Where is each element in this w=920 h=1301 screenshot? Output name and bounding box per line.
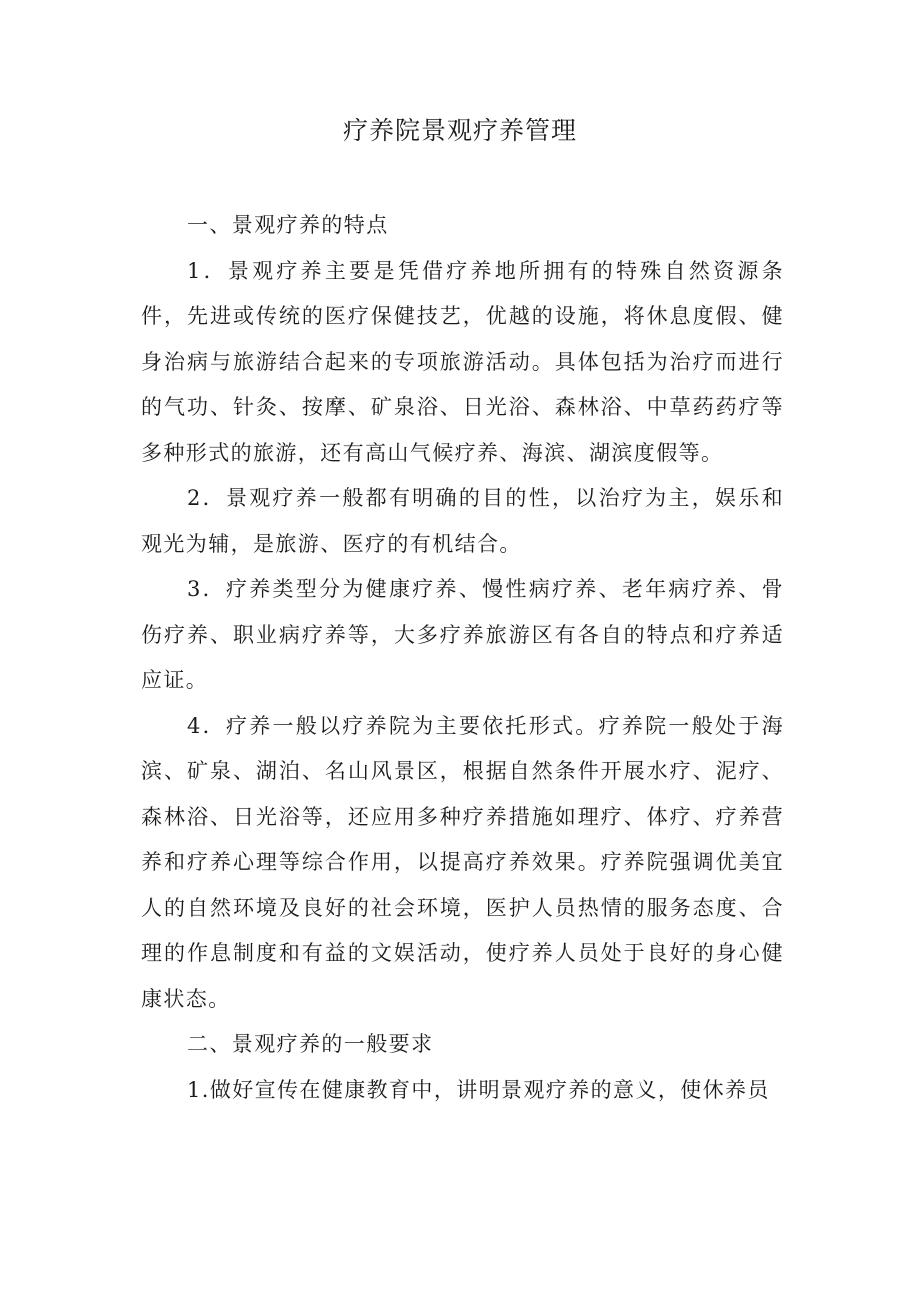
section-heading-2: 二、景观疗养的一般要求 <box>187 1032 434 1056</box>
document-body <box>141 203 784 1113</box>
paragraph-1: 1．景观疗养主要是凭借疗养地所拥有的特殊自然资源条件，先进或传统的医疗保健技艺，优越的设施，将休息度假、健身治病与旅游结合起来的专项旅游活动。具体包括为治疗而进行的气功、针灸、按摩、矿泉浴、日光浴、森林浴、中草药药疗等多种形式的旅游，还有高山气候疗养、海滨、湖滨度假等。 <box>141 258 784 465</box>
paragraph-3: 3．疗养类型分为健康疗养、慢性病疗养、老年病疗养、骨伤疗养、职业病疗养等，大多疗养旅游区有各自的特点和疗养适应证。 <box>141 577 784 692</box>
document-title: 疗养院景观疗养管理 <box>342 116 577 145</box>
paragraph-4: 4．疗养一般以疗养院为主要依托形式。疗养院一般处于海滨、矿泉、湖泊、名山风景区，根据自然条件开展水疗、泥疗、森林浴、日光浴等，还应用多种疗养措施如理疗、体疗、疗养营养和疗养心理等综合作用，以提高疗养效果。疗养院强调优美宜人的自然环境及良好的社会环境，医护人员热情的服务态度、合理的作息制度和有益的文娱活动，使疗养人员处于良好的身心健康状态。 <box>141 713 784 1011</box>
paragraph-2: 2．景观疗养一般都有明确的目的性，以治疗为主，娱乐和观光为辅，是旅游、医疗的有机结合。 <box>141 486 784 556</box>
paragraph-5: 1.做好宣传在健康教育中，讲明景观疗养的意义，使休养员 <box>187 1077 770 1102</box>
section-heading-1: 一、景观疗养的特点 <box>187 213 389 237</box>
